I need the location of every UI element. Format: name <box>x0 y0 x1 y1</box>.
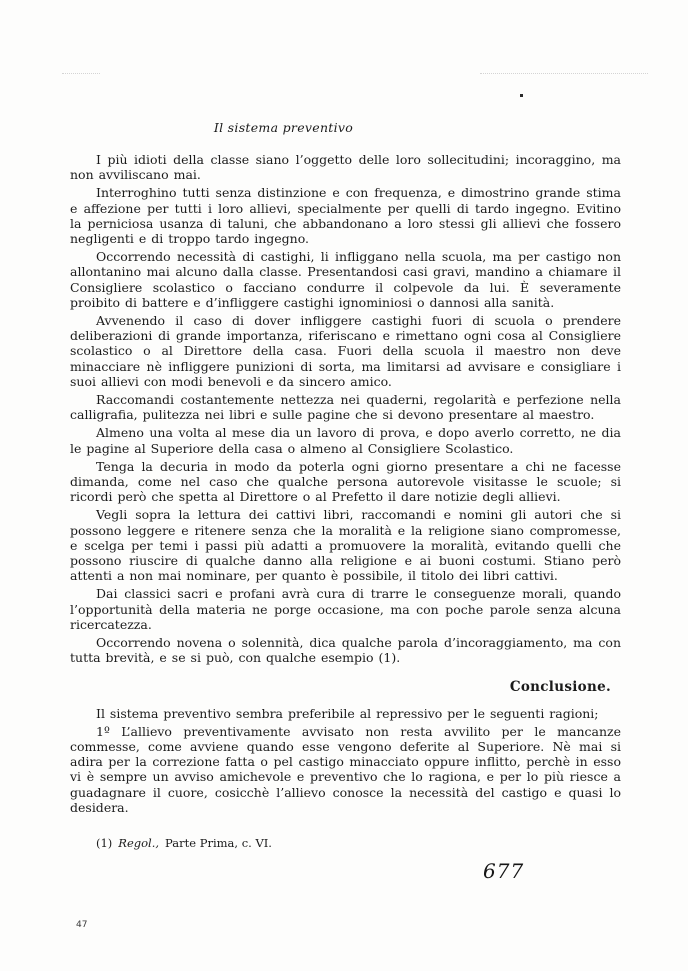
paragraph: Interroghino tutti senza distinzione e con frequenza, e dimostrino grande stima e affezione per tutti i loro allievi, specialmente per quelli di tardo ingegno. Evitino la perniciosa usanza di taluni, che abbandonano a loro stessi gli allievi che fossero negligenti e di troppo tardo ingegno. <box>70 185 621 247</box>
paragraph: Raccomandi costantemente nettezza nei quaderni, regolarità e perfezione nella calligrafia, pulitezza nei libri e sulle pagine che si devono presentare al maestro. <box>70 392 621 423</box>
paragraph: Avvenendo il caso di dover infliggere castighi fuori di scuola o prendere deliberazioni di grande importanza, riferiscano e rimettano ogni cosa al Consigliere scolastico o al Direttore della casa. Fuori della scuola il maestro non deve minacciare nè infliggere punizioni di sorta, ma limitarsi ad avvisare e consigliare i suoi allievi con modi benevoli e da sincero amico. <box>70 313 621 389</box>
conclusion-body <box>70 706 621 815</box>
paragraph: I più idioti della classe siano l’oggetto delle loro sollecitudini; incoraggino, ma non avviliscano mai. <box>70 152 621 183</box>
paragraph: Vegli sopra la lettura dei cattivi libri, raccomandi e nomini gli autori che si possono leggere e ritenere senza che la moralità e la religione siano compromesse, e scelga per temi i passi più adatti a promuovere la moralità, evitando quelli che possono riuscire di qualche danno alla religione e ai buoni costumi. Stiano però attenti a non mai nominare, per quanto è possibile, il titolo dei libri cattivi. <box>70 507 621 584</box>
running-header: Il sistema preventivo <box>213 120 354 135</box>
footnote-source: Regol., <box>118 835 160 850</box>
document-body <box>70 152 621 666</box>
paragraph: 1º L’allievo preventivamente avvisato non resta avvilito per le mancanze commesse, come avviene quando esse vengono deferite al Superiore. Nè mai si adira per la correzione fatta o pel castigo minacciato oppure inflitto, perchè in esso vi è sempre un avviso amichevole e preventivo che lo ragiona, e per lo più riesce a guadagnare il cuore, cosicchè l’allievo conosce la necessità del castigo e quasi lo desidera. <box>70 723 621 815</box>
paragraph: Occorrendo novena o solennità, dica qualche parola d’incoraggiamento, ma con tutta brevità, e se si può, con qualche esempio (1). <box>70 635 621 666</box>
paragraph: Almeno una volta al mese dia un lavoro di prova, e dopo averlo corretto, ne dia le pagine al Superiore della casa o almeno al Consigliere Scolastico. <box>70 425 621 456</box>
paragraph: Tenga la decuria in modo da poterla ogni giorno presentare a chi ne facesse dimanda, come nel caso che qualche persona autorevole visitasse le scuole; si ricordi però che spetta al Direttore o al Prefetto il dare notizie degli allievi. <box>70 458 621 505</box>
text-block <box>70 120 621 850</box>
scan-artifact-speck <box>520 94 523 97</box>
scan-artifact-dots <box>480 73 648 74</box>
page-number: 677 <box>483 859 525 883</box>
footnote-marker: (1) <box>96 835 113 850</box>
footnote-text: Parte Prima, c. VI. <box>165 835 272 850</box>
paragraph: Occorrendo necessità di castighi, li infliggano nella scuola, ma per castigo non allontanino mai alcuno dalla classe. Presentandosi casi gravi, mandino a chiamare il Consigliere scolastico o facciano condurre il colpevole da lui. È severamente proibito di battere e d’infliggere castighi ignominiosi o dannosi alla sanità. <box>70 249 621 310</box>
footnote <box>70 836 621 850</box>
print-folio-number: 47 <box>76 920 88 930</box>
paragraph: Dai classici sacri e profani avrà cura di trarre le conseguenze morali, quando l’opportunità della materia ne porge occasione, ma con poche parole senza alcuna ricercatezza. <box>70 586 621 632</box>
scan-artifact-dots <box>62 73 100 74</box>
section-heading-conclusione: Conclusione. <box>509 678 611 695</box>
paragraph: Il sistema preventivo sembra preferibile al repressivo per le seguenti ragioni; <box>96 705 599 721</box>
